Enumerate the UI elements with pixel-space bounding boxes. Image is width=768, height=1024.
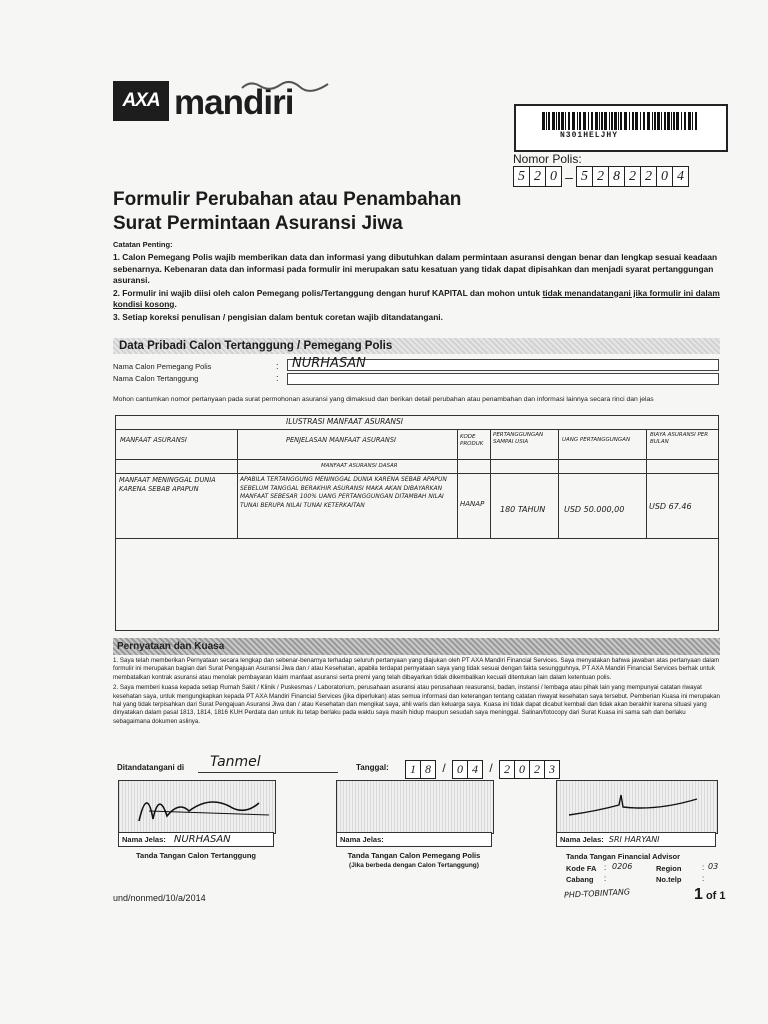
barcode-bar — [614, 112, 617, 130]
signed-at-label: Ditandatangani di — [117, 763, 185, 772]
date-digit: 1 — [405, 760, 421, 779]
notes-heading: Catatan Penting: — [113, 240, 173, 249]
policy-digit: 2 — [625, 166, 641, 187]
barcode-bar — [604, 112, 607, 130]
insured-name-label: Nama Calon Tertanggung — [113, 374, 199, 383]
region-value: 03 — [708, 862, 719, 871]
barcode-bar — [692, 112, 693, 130]
barcode-bar — [595, 112, 598, 130]
barcode-bar — [629, 112, 630, 130]
insured-signature-box[interactable] — [118, 780, 276, 834]
barcode-bar — [643, 112, 645, 130]
barcode-bar — [688, 112, 691, 130]
region-label: Region — [656, 864, 682, 873]
barcode-bar — [546, 112, 547, 130]
holder-name-label: Nama Calon Pemegang Polis — [113, 362, 212, 371]
holder-name-box: Nama Jelas: — [336, 832, 492, 847]
policy-digit: 0 — [657, 166, 673, 187]
section-personal-data-header: Data Pribadi Calon Tertanggung / Pemegang Polis — [113, 338, 720, 354]
form-title-line1: Formulir Perubahan atau Penambahan — [113, 189, 462, 210]
date-label: Tanggal: — [356, 763, 389, 772]
declaration-2: 2. Saya memberi kuasa kepada setiap Rumah Sakit / Klinik / Puskesmas / Laboratorium, perusahaan asuransi atau perusahaan reasuransi, badan, instansi / lembaga atau pihak lain yang mempunyai catatan riwayat kesehatan saya, untuk mengungkapkan kepada PT AXA Mandiri Financial Services (jika diperlukan) atas semua informasi dan keterangan tentang catatan riwayat kesehatan saya tersebut. Pemberian Kuasa ini merupakan hal yang tidak terpisahkan dari Surat Pengajuan Asuransi Jiwa dan / atau Kesehatan dan mengikat saya, ahli waris dan keluarga saya. Kuasa ini tidak dapat dicabut kembali dan tidak akan berakhir karena situasi yang dinyatakan dalam pasal 1813, 1814, 1816 KUH Perdata dan untuk itu tetap berlaku pada waktu saya masih hidup maupun sesudah saya meninggal. Salinan/fotocopy dari Surat Kuasa ini sama sah dan berlaku sebagaimana dokumen aslinya. — [113, 684, 720, 725]
signature-advisor-icon — [557, 781, 717, 833]
row-usia: 180 TAHUN — [500, 505, 546, 514]
barcode-bar — [632, 112, 634, 130]
colon: : — [604, 874, 607, 883]
form-code: und/nonmed/10/a/2014 — [113, 893, 206, 903]
row-kode: HANAP — [460, 500, 485, 508]
advisor-signature-box[interactable] — [556, 780, 718, 834]
date-digit: 2 — [530, 760, 545, 779]
barcode-bar — [577, 112, 578, 130]
signature-insured-icon — [119, 781, 275, 833]
barcode-bar — [548, 112, 550, 130]
date-digit: 0 — [515, 760, 530, 779]
policy-digit: 5 — [513, 166, 530, 187]
caption-holder: Tanda Tangan Calon Pemegang Polis — [347, 851, 481, 860]
barcode-bar — [640, 112, 641, 130]
caption-holder-note: (Jika berbeda dengan Calon Tertanggung) — [349, 862, 479, 869]
policy-digit: 2 — [593, 166, 609, 187]
cabang-label: Cabang — [566, 875, 594, 884]
barcode-bar — [565, 112, 566, 130]
date-digit: 0 — [452, 760, 468, 779]
caption-insured: Tanda Tangan Calon Tertanggung — [136, 851, 256, 860]
barcode-bar — [635, 112, 638, 130]
branch-handwritten: PHD-TOBINTANG — [563, 887, 631, 900]
barcode-bar — [579, 112, 581, 130]
barcode-bar — [652, 112, 653, 130]
barcode-bar — [601, 112, 603, 130]
header-biaya: BIAYA ASURANSI PER BULAN — [650, 432, 709, 445]
policy-digit: 8 — [609, 166, 625, 187]
notes-list — [113, 252, 721, 324]
signed-at-value: Tanmel — [210, 754, 261, 770]
barcode-bar — [572, 112, 575, 130]
barcode-bar — [558, 112, 560, 130]
insured-name-box: Nama Jelas: NURHASAN — [118, 832, 274, 847]
note-3: 3. Setiap koreksi penulisan / pengisian dalam bentuk coretan wajib ditandatangani. — [113, 311, 443, 322]
policy-digit: 4 — [673, 166, 689, 187]
barcode-bar — [673, 112, 675, 130]
stamp-smudge — [240, 80, 330, 92]
date-boxes: 1 8 / 0 4 / 2 0 2 3 — [405, 760, 560, 779]
barcode-bar — [664, 112, 666, 130]
instructions-text: Mohon cantumkan nomor pertanyaan pada surat permohonan asuransi yang dimaksud dan berikan detail perubahan atau penambahan dan informasi lainnya secara rinci dan jelas — [113, 396, 654, 403]
barcode-bar — [552, 112, 555, 130]
sub-header-dasar: MANFAAT ASURANSI DASAR — [321, 463, 398, 469]
table-top-header: ILUSTRASI MANFAAT ASURANSI — [286, 417, 403, 426]
axa-logo: AXA — [113, 81, 169, 121]
insured-name-field[interactable] — [287, 373, 719, 385]
kode-fa-value: 0206 — [612, 862, 633, 871]
section-declaration-header: Pernyataan dan Kuasa — [113, 638, 720, 655]
header-kode: KODE PRODUK — [460, 434, 484, 447]
row-biaya: USD 67.46 — [649, 502, 692, 511]
header-penjelasan: PENJELASAN MANFAAT ASURANSI — [286, 436, 396, 444]
barcode-bar — [618, 112, 619, 130]
policy-dash: – — [565, 168, 573, 185]
barcode-icon — [542, 112, 697, 130]
barcode-bar — [676, 112, 679, 130]
declaration-text — [113, 657, 721, 728]
policy-number-boxes — [513, 166, 689, 187]
no-telp-label: No.telp — [656, 875, 682, 884]
policy-digit: 2 — [530, 166, 546, 187]
date-digit: 4 — [468, 760, 483, 779]
barcode-bar — [681, 112, 682, 130]
note-1: 1. Calon Pemegang Polis wajib memberikan data dan informasi yang dibutuhkan dalam permintaan asuransi dengan benar dan lengkap sesuai keadaan sebenarnya. Kebenaran data dan informasi pada formulir ini merupakan satu kesatuan yang tidak dapat dipisahkan dan menjadi syarat pertanggungan asuransi. — [113, 252, 718, 285]
form-title-line2: Surat Permintaan Asuransi Jiwa — [113, 213, 403, 234]
barcode-bar — [647, 112, 650, 130]
barcode-bar — [568, 112, 570, 130]
barcode-bar — [654, 112, 656, 130]
row-uang: USD 50.000,00 — [564, 505, 625, 514]
date-digit: 8 — [421, 760, 436, 779]
form-title — [113, 188, 533, 236]
signed-at-line — [198, 772, 338, 773]
date-digit: 2 — [499, 760, 515, 779]
header-manfaat: MANFAAT ASURANSI — [120, 436, 187, 444]
colon: : — [276, 361, 279, 371]
barcode-bar — [657, 112, 660, 130]
header-pertanggungan: PERTANGGUNGAN SAMPAI USIA — [493, 432, 544, 445]
barcode-text: N301HELJHY — [560, 131, 619, 140]
policy-number-label: Nomor Polis: — [513, 152, 582, 166]
kode-fa-label: Kode FA — [566, 864, 597, 873]
row-penjelasan: APABILA TERTANGGUNG MENINGGAL DUNIA KARENA SEBAB APAPUN SEBELUM TANGGAL BERAKHIR ASURANSI MAKA AKAN DIBAYARKAN MANFAAT SEBESAR 100% UANG PERTANGGUNGAN DITAMBAH NILAI TUNAI BERUPA NILAI TUNAI KETERKAITAN — [240, 476, 447, 509]
colon: : — [702, 863, 705, 872]
barcode-bar — [624, 112, 627, 130]
policy-digit: 0 — [546, 166, 562, 187]
colon: : — [604, 863, 607, 872]
header-uang: UANG PERTANGGUNGAN — [562, 437, 631, 443]
colon: : — [702, 874, 705, 883]
barcode-bar — [591, 112, 593, 130]
barcode-bar — [611, 112, 613, 130]
barcode-bar — [599, 112, 600, 130]
note-2: 2. Formulir ini wajib diisi oleh calon Pemegang polis/Tertanggung dengan huruf KAPITAL dan mohon untuk tidak menandatangani jika formulir ini dalam kondisi kosong. — [113, 287, 720, 309]
barcode-bar — [671, 112, 672, 130]
caption-advisor: Tanda Tangan Financial Advisor — [566, 852, 681, 861]
policy-digit: 2 — [641, 166, 657, 187]
row-manfaat: MANFAAT MENINGGAL DUNIA KARENA SEBAB APAPUN — [119, 476, 216, 493]
policy-digit: 5 — [576, 166, 593, 187]
barcode-bar — [542, 112, 545, 130]
page-number: 1 of 1 — [694, 886, 726, 903]
benefit-table — [115, 415, 719, 631]
barcode-bar — [561, 112, 564, 130]
barcode-bar — [588, 112, 589, 130]
barcode-bar — [620, 112, 622, 130]
barcode-bar — [695, 112, 697, 130]
barcode-bar — [684, 112, 686, 130]
declaration-1: 1. Saya telah memberikan Pernyataan secara lengkap dan sebenar-benarnya terhadap seluruh pertanyaan yang diajukan oleh PT AXA Mandiri Financial Services. Saya menyatakan bahwa jawaban atas pertanyaan dalam formulir ini merupakan bagian dari Surat Pengajuan Asuransi Jiwa dan / atau Kesehatan, apabila terdapat pernyataan saya yang tidak sesuai dengan fakta sesungguhnya, PT AXA Mandiri Financial Services berhak untuk membatalkan kontrak asuransi atau menolak pembayaran klaim manfaat asuransi serta premi yang telah dibayarkan tidak dikembalikan kecuali ditentukan lain dalam ketentuan polis. — [113, 657, 720, 681]
holder-name-value: NURHASAN — [292, 356, 366, 371]
holder-signature-box[interactable] — [336, 780, 494, 834]
barcode-bar — [556, 112, 557, 130]
advisor-name-box: Nama Jelas: SRI HARYANI — [556, 832, 716, 847]
colon: : — [276, 373, 279, 383]
barcode-bar — [661, 112, 662, 130]
barcode-bar — [667, 112, 670, 130]
date-digit: 3 — [545, 760, 560, 779]
barcode-bar — [583, 112, 586, 130]
barcode-bar — [609, 112, 610, 130]
mandiri-logo-text: mandiri — [174, 83, 294, 122]
